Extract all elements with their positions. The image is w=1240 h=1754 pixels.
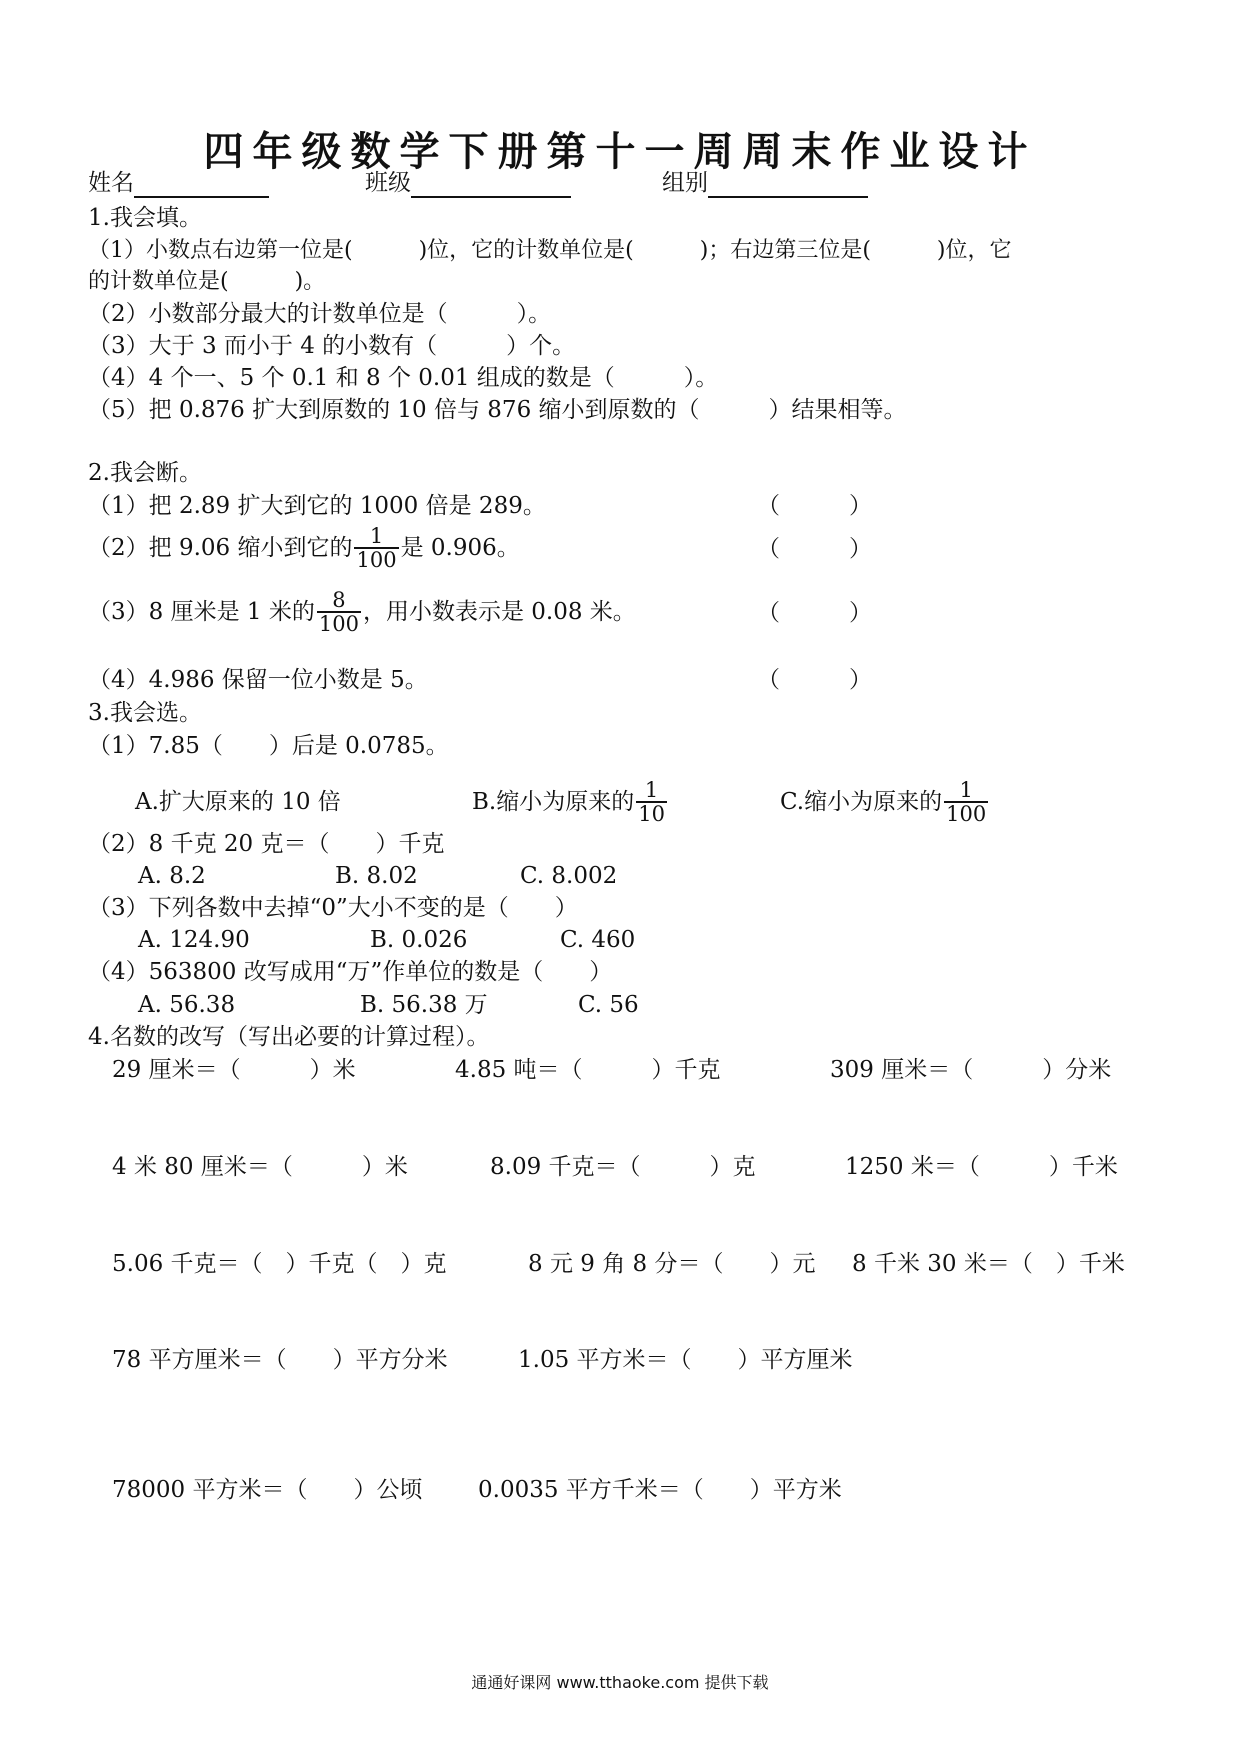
group-label: 组别	[662, 170, 708, 196]
conversion-item[interactable]: 4 米 80 厘米＝（ ）米	[112, 1154, 408, 1180]
section1-heading: 1.我会填。	[88, 205, 202, 231]
s3-question-1: （1）7.85（ ）后是 0.0785。	[88, 733, 449, 759]
s2-question-3	[88, 584, 636, 640]
s2-question-1: （1）把 2.89 扩大到它的 1000 倍是 289。	[88, 493, 546, 519]
s3-q2-option-a[interactable]: A. 8.2	[138, 863, 206, 889]
section3-heading: 3.我会选。	[88, 700, 202, 726]
s3-q2-option-c[interactable]: C. 8.002	[520, 863, 618, 889]
group-blank[interactable]	[708, 174, 868, 198]
s2-answer-paren-4[interactable]: （ ）	[757, 667, 872, 693]
class-blank[interactable]	[411, 174, 571, 198]
fraction-numerator: 1	[644, 778, 659, 802]
s1-question-4: （4）4 个一、5 个 0.1 和 8 个 0.01 组成的数是（ ）。	[88, 365, 719, 391]
conversion-item[interactable]: 78000 平方米＝（ ）公顷	[112, 1477, 423, 1503]
conversion-item[interactable]: 8 元 9 角 8 分＝（ ）元	[528, 1251, 816, 1277]
s3-q1-option-b-text: B.缩小为原来的	[472, 789, 635, 815]
s1-question-5: （5）把 0.876 扩大到原数的 10 倍与 876 缩小到原数的（ ）结果相等。	[88, 397, 907, 423]
s2-question-2	[88, 520, 520, 576]
s3-q4-option-b[interactable]: B. 56.38 万	[360, 992, 488, 1018]
footer-source: 通通好课网 www.tthaoke.com 提供下载	[471, 1673, 769, 1692]
section4-heading: 4.名数的改写（写出必要的计算过程）。	[88, 1024, 490, 1050]
s3-question-2: （2）8 千克 20 克＝（ ）千克	[88, 831, 445, 857]
s3-q3-option-c[interactable]: C. 460	[560, 927, 636, 953]
s2-q2-suffix: 是 0.906。	[400, 535, 520, 561]
s3-q4-option-a[interactable]: A. 56.38	[138, 992, 236, 1018]
conversion-item[interactable]: 1.05 平方米＝（ ）平方厘米	[518, 1347, 853, 1373]
s3-q1-option-c[interactable]	[780, 774, 990, 830]
s3-q1-option-a[interactable]	[135, 774, 341, 830]
fraction-numerator: 1	[959, 778, 973, 802]
conversion-item[interactable]: 29 厘米＝（ ）米	[112, 1057, 356, 1083]
s3-q4-option-c[interactable]: C. 56	[578, 992, 639, 1018]
fraction-denominator: 100	[356, 548, 397, 572]
s3-q1-option-a-text: A.扩大原来的 10 倍	[135, 789, 341, 815]
conversion-item[interactable]: 4.85 吨＝（ ）千克	[455, 1057, 721, 1083]
fraction-denominator: 100	[946, 802, 987, 826]
s2-answer-paren-1[interactable]: （ ）	[757, 493, 872, 519]
conversion-item[interactable]: 78 平方厘米＝（ ）平方分米	[112, 1347, 448, 1373]
s3-q1-option-b[interactable]	[472, 774, 669, 830]
page-title: 四年级数学下册第十一周周末作业设计	[203, 129, 1037, 175]
fraction	[636, 779, 667, 825]
conversion-item[interactable]: 5.06 千克＝（ ）千克（ ）克	[112, 1251, 447, 1277]
class-label: 班级	[365, 170, 411, 196]
conversion-item[interactable]: 309 厘米＝（ ）分米	[830, 1057, 1112, 1083]
s3-question-4: （4）563800 改写成用“万”作单位的数是（ ）	[88, 959, 613, 985]
name-label: 姓名	[88, 170, 134, 196]
conversion-item[interactable]: 1250 米＝（ ）千米	[845, 1154, 1118, 1180]
section2-heading: 2.我会断。	[88, 460, 202, 486]
s2-q3-prefix: （3）8 厘米是 1 米的	[88, 599, 315, 625]
fraction	[317, 589, 361, 635]
fraction-numerator: 8	[332, 588, 346, 612]
s3-q3-option-b[interactable]: B. 0.026	[370, 927, 468, 953]
fraction	[354, 525, 398, 571]
conversion-item[interactable]: 8.09 千克＝（ ）克	[490, 1154, 756, 1180]
class-field	[365, 168, 571, 198]
s2-question-4: （4）4.986 保留一位小数是 5。	[88, 667, 428, 693]
conversion-item[interactable]: 8 千米 30 米＝（ ）千米	[852, 1251, 1125, 1277]
fraction	[944, 779, 988, 825]
s2-answer-paren-3[interactable]: （ ）	[757, 600, 872, 626]
fraction-denominator: 100	[318, 612, 359, 636]
s2-answer-paren-2[interactable]: （ ）	[757, 536, 872, 562]
s3-question-3: （3）下列各数中去掉“0”大小不变的是（ ）	[88, 895, 578, 921]
name-field	[88, 168, 269, 198]
s3-q3-option-a[interactable]: A. 124.90	[138, 927, 250, 953]
s1-question-2: （2）小数部分最大的计数单位是（ ）。	[88, 301, 552, 327]
name-blank[interactable]	[134, 174, 269, 198]
s2-q3-suffix: ，用小数表示是 0.08 米。	[362, 599, 636, 625]
conversion-item[interactable]: 0.0035 平方千米＝（ ）平方米	[478, 1477, 842, 1503]
fraction-numerator: 1	[369, 524, 384, 548]
s1-question-3: （3）大于 3 而小于 4 的小数有（ ）个。	[88, 333, 576, 359]
s2-q2-prefix: （2）把 9.06 缩小到它的	[88, 535, 353, 561]
s1-question-1-line2: 的计数单位是( )。	[88, 269, 326, 294]
fraction-denominator: 10	[638, 802, 665, 826]
s3-q2-option-b[interactable]: B. 8.02	[335, 863, 418, 889]
s1-question-1-line1: （1）小数点右边第一位是( )位，它的计数单位是( )；右边第三位是( )位，它	[88, 238, 1012, 263]
s3-q1-option-c-text: C.缩小为原来的	[780, 789, 943, 815]
group-field	[662, 168, 868, 198]
